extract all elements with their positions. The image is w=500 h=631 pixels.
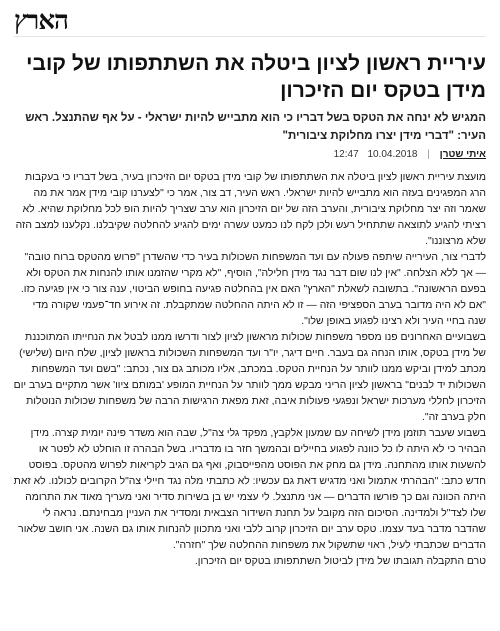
article-paragraph: בשבועיים האחרונים פנו מספר משפחות שכולות מראשון לציון לצור ודרשו ממנו לבטל את הנחייתו המתוכננת של מידן בטקס, אותו הנחה גם בעבר. חיים דיגר, יו"ר ועד המשפחות השכולות בראשון לציון, שלח היום (שלישי) מכתב למידן וביקש ממנו לוותר על הנחיית הטקס. במכתב, אליו מכותב גם צור, נכתב: "בשם ועד המשפחות השכולות יד לבנים" בראשון לציון הריני מבקש ממך לוותר על הנחיית המופע 'במותם ציוו' אשר מתקיים בערב יום הזיכרון לחללי מערכות ישראל ונפגעי פעולות איבה, זאת מפאת הרגישות הרבה של משפחות שכולות הנוטלות חלק בערב זה". — [13, 332, 486, 423]
article-paragraph: בשבוע שעבר תוזמן מידן לשיחה עם שמעון אלקבץ, מפקד גלי צה"ל, שבה הוא משדר פינה יומית קצרה. מידן הבהיר כי לא היתה לו כל כוונה לפגוע בחיילים ובהמשך חזר בו מדבריו. בשל הבהרה זו הוחלט לא לפטר או להשעות אותו מהתחנה. מידן גם מחק את הפוסט מהפייסבוק, ואף גם הגיב לקריאות לפרוש מהטקס. בפוסט חדש כתב: "הבהרתי אתמול ואני מדגיש דאת גם עכשיו: לא כתבתי מלה נגד חיילי צה"ל הקרובים לכולנו. לא זאת היתה הכוונה וגם כך פורשו הדברים — אני מתנצל. לי עצמי יש בן בשירות סדיר ואני מעריך מאוד את התרומה שלו לצד"ל ולמדינה. הסיכום הזה מקובל על תחנת השידור הצבאית ומסדיר את העניין מבחינתם. נראה לי שהדבר מדבר בעד עצמו. טקס ערב יום הזיכרון קרוב ללבי ואני מתכוון להנחות אותו גם השנה. אני חושב שלאור הדברים שכתבתי לעיל, ראוי שתשקול את משפחות ההחלטה שלך "חזרה". — [13, 428, 486, 551]
byline-separator: | — [427, 149, 430, 160]
article-headline: עיריית ראשון לציון ביטלה את השתתפותו של קובי מידן בטקס יום הזיכרון — [26, 52, 486, 102]
article-byline — [14, 148, 486, 162]
haaretz-logo[interactable]: הארץ — [14, 6, 68, 36]
publish-date: 10.04.2018 — [367, 149, 418, 160]
author-link[interactable]: איתי שטרן — [439, 149, 486, 160]
article-paragraph: מועצת עיריית ראשון לציון ביטלה את השתתפותו של קובי מידן בטקס יום הזיכרון בעיר, בשל דבריו כי בעקבות הרג המפגינים בעזה הוא מתבייש להיות ישראלי. ראש העיר, דב צור, אמר כי "לצערנו קובי מידן אמר את מה שאמר וזה יצר מחלוקת ציבורית, והערב הזה של יום הזיכרון הוא ערב שצריך להיות הופ לכל מחלוקת שהיא. לא רציתי להגיע לתוצאה שתתחיל רעש ולכן לקח לנו כמעט עשרה ימים להגיע להחלטה שקיבלנו. נקלענו למצב הזה שלא מרצוננו". — [15, 172, 486, 247]
article-subheadline: המגיש לא ינחה את הטקס בשל דבריו כי הוא מתבייש להיות ישראלי - על אף שהתנצל. ראש העיר: "דברי מידן יצרו מחלוקת ציבורית" — [25, 112, 486, 142]
article-paragraph: טרם התקבלה תגובתו של מידן לביטול השתתפותו בטקס יום הזיכרון. — [194, 556, 486, 567]
masthead — [14, 8, 486, 37]
article-body — [12, 170, 486, 570]
publish-time: 12:47 — [333, 149, 359, 160]
article-paragraph: לדברי צור, העירייה שיתפה פעולה עם ועד המשפחות השכולות בעיר כדי שהשדרן "פרוש מהטקס ברוח טובה" — אך ללא הצלחה. "אין לנו שום דבר נגד מידן חלילה", הוסיף, "לא מקרי שהזמנו אותו להנחות את הטקס ולא בפעם הראשונה". בתשובה לשאלת "הארץ" האם אין בהחלטה פגיעה בחופש הביטוי, ענה צור כי אין פגיעה כזו. "אם לא היה מדובר בערב הספציפי הזה — זו לא היתה ההחלטה שמתקבלת. זה אירוע חד־פעמי שקורה מדי שנה בחיי העיר ולא רצינו לפגוע באופן שלו". — [20, 252, 486, 327]
